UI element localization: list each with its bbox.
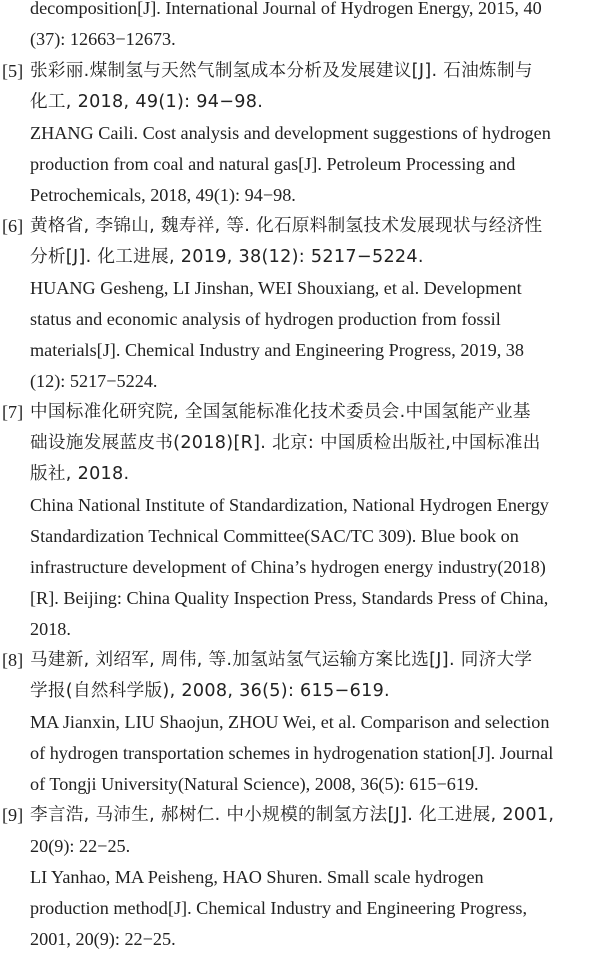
reference-line: MA Jianxin, LIU Shaojun, ZHOU Wei, et al. Comparison and selection [30, 712, 550, 732]
reference-line: 马建新, 刘绍军, 周伟, 等.加氢站氢气运输方案比选[J]. 同济大学 [30, 650, 533, 670]
reference-line: production from coal and natural gas[J]. Petroleum Processing and [30, 154, 516, 174]
reference-line: 中国标准化研究院, 全国氢能标准化技术委员会.中国氢能产业基 [30, 402, 531, 422]
reference-line: 化工, 2018, 49(1): 94−98. [30, 92, 264, 112]
reference-line: 2018. [30, 619, 71, 639]
reference-number: [9] [2, 805, 24, 825]
reference-line: (12): 5217−5224. [30, 371, 158, 391]
reference-line: Standardization Technical Committee(SAC/TC 309). Blue book on [30, 526, 519, 546]
reference-line: 分析[J]. 化工进展, 2019, 38(12): 5217−5224. [30, 247, 424, 267]
reference-line: decomposition[J]. International Journal of Hydrogen Energy, 2015, 40 [30, 0, 542, 18]
reference-line: [R]. Beijing: China Quality Inspection Press, Standards Press of China, [30, 588, 549, 608]
reference-line: 张彩丽.煤制氢与天然气制氢成本分析及发展建议[J]. 石油炼制与 [30, 61, 533, 81]
reference-line: materials[J]. Chemical Industry and Engineering Progress, 2019, 38 [30, 340, 524, 360]
reference-number: [8] [2, 650, 24, 670]
reference-line: infrastructure development of China’s hydrogen energy industry(2018) [30, 557, 546, 577]
reference-line: 础设施发展蓝皮书(2018)[R]. 北京: 中国质检出版社,中国标准出 [30, 433, 541, 453]
reference-line: (37): 12663−12673. [30, 29, 176, 49]
reference-line: 2001, 20(9): 22−25. [30, 929, 176, 949]
reference-line: LI Yanhao, MA Peisheng, HAO Shuren. Small scale hydrogen [30, 867, 484, 887]
reference-line: HUANG Gesheng, LI Jinshan, WEI Shouxiang, et al. Development [30, 278, 522, 298]
reference-line: 20(9): 22−25. [30, 836, 131, 856]
reference-line: ZHANG Caili. Cost analysis and development suggestions of hydrogen [30, 123, 551, 143]
reference-line: 学报(自然科学版), 2008, 36(5): 615−619. [30, 681, 390, 701]
reference-number: [6] [2, 216, 24, 236]
reference-line: of hydrogen transportation schemes in hydrogenation station[J]. Journal [30, 743, 554, 763]
reference-line: 李言浩, 马沛生, 郝树仁. 中小规模的制氢方法[J]. 化工进展, 2001, [30, 805, 555, 825]
reference-number: [5] [2, 61, 24, 81]
reference-line: of Tongji University(Natural Science), 2008, 36(5): 615−619. [30, 774, 479, 794]
reference-line: 版社, 2018. [30, 464, 130, 484]
reference-number: [7] [2, 402, 24, 422]
reference-line: Petrochemicals, 2018, 49(1): 94−98. [30, 185, 296, 205]
reference-line: status and economic analysis of hydrogen production from fossil [30, 309, 501, 329]
reference-line: 黄格省, 李锦山, 魏寿祥, 等. 化石原料制氢技术发展现状与经济性 [30, 216, 543, 236]
reference-line: production method[J]. Chemical Industry and Engineering Progress, [30, 898, 528, 918]
reference-line: China National Institute of Standardization, National Hydrogen Energy [30, 495, 549, 515]
